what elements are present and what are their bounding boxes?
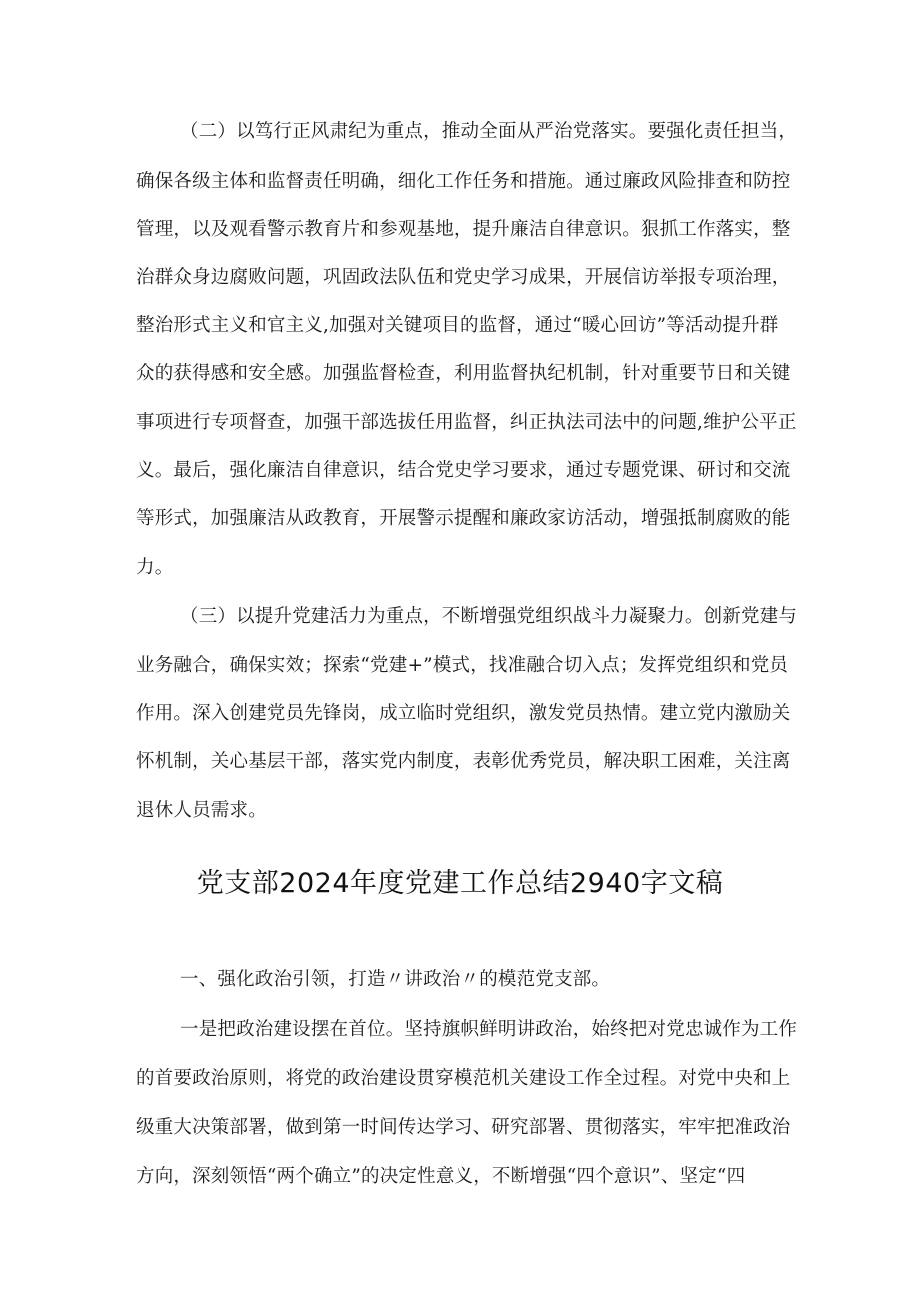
paragraph-line: 方向，深刻领悟“两个确立”的决定性意义，不断增强“四个意识”、坚定“四 (136, 1166, 746, 1187)
paragraph-line: 作用。深入创建党员先锋岗，成立临时党组织，激发党员热情。建立党内激励关 (136, 703, 791, 724)
paragraph-line: 治群众身边腐败问题，巩固政法队伍和党史学习成果，开展信访举报专项治理， (136, 267, 791, 288)
section-heading: 一、强化政治引领，打造〃讲政治〃的模范党支部。 (180, 969, 611, 990)
paragraph-line: 怀机制，关心基层干部，落实党内制度，表彰优秀党员，解决职工困难，关注离 (136, 751, 791, 772)
paragraph-line: （三）以提升党建活力为重点，不断增强党组织战斗力凝聚力。创新党建与 (180, 606, 798, 627)
paragraph-line: 业务融合，确保实效；探索“党建+”模式，找准融合切入点；发挥党组织和党员 (136, 655, 789, 676)
paragraph-line: 级重大决策部署，做到第一时间传达学习、研究部署、贯彻落实，牢牢把准政治 (136, 1117, 791, 1138)
paragraph-line: 的首要政治原则，将党的政治建设贯穿模范机关建设工作全过程。对党中央和上 (136, 1068, 791, 1089)
paragraph-line: 确保各级主体和监督责任明确，细化工作任务和措施。通过廉政风险排查和防控 (136, 171, 791, 192)
paragraph-line: 整治形式主义和官主义,加强对关键项目的监督，通过“暖心回访”等活动提升群 (136, 315, 779, 336)
paragraph-line: 一是把政治建设摆在首位。坚持旗帜鲜明讲政治，始终把对党忠诚作为工作 (180, 1019, 798, 1040)
paragraph-line: 事项进行专项督查，加强干部选拔任用监督，纠正执法司法中的问题,维护公平正 (136, 412, 797, 433)
paragraph-line: 退休人员需求。 (136, 800, 267, 821)
paragraph-line: 力。 (136, 557, 174, 578)
paragraph-line: （二）以笃行正风肃纪为重点，推动全面从严治党落实。要强化责任担当， (180, 121, 798, 142)
paragraph-line: 义。最后，强化廉洁自律意识，结合党史学习要求，通过专题党课、研讨和交流 (136, 460, 791, 481)
paragraph-line: 等形式，加强廉洁从政教育，开展警示提醒和廉政家访活动，增强抵制腐败的能 (136, 508, 791, 529)
paragraph-line: 众的获得感和安全感。加强监督检查，利用监督执纪机制，针对重要节日和关键 (136, 363, 791, 384)
document-title: 党支部2024年度党建工作总结2940字文稿 (196, 868, 724, 899)
paragraph-line: 管理，以及观看警示教育片和参观基地，提升廉洁自律意识。狠抓工作落实，整 (136, 219, 791, 240)
